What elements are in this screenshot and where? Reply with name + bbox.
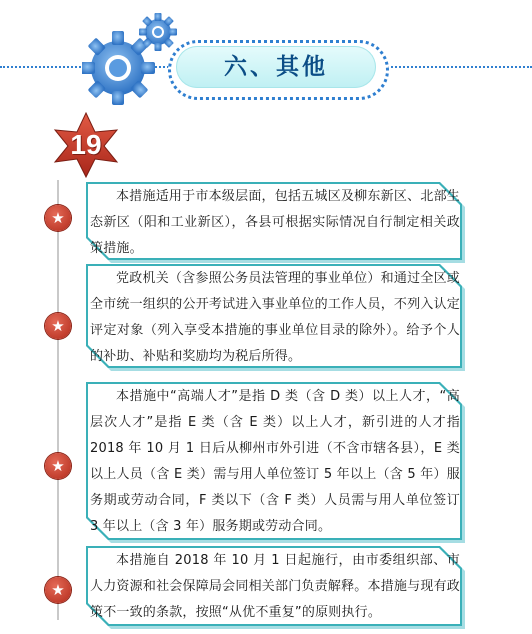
timeline-line	[57, 180, 59, 620]
item-number: 19	[70, 129, 102, 160]
page-title: 六、其他	[176, 46, 376, 88]
star-marker-icon: ★	[45, 577, 71, 603]
star-marker-icon: ★	[45, 313, 71, 339]
star-marker-icon: ★	[45, 205, 71, 231]
item-text-1: 本措施适用于市本级层面，包括五城区及柳东新区、北部生态新区（阳和工业新区），各县可根据实际情况自行制定相关政策措施。	[90, 189, 460, 256]
item-text-4: 本措施自 2018 年 10 月 1 日起施行，由市委组织部、市人力资源和社会保障局会同相关部门负责解释。本措施与现有政策不一致的条款，按照“从优不重复”的原则执行。	[90, 553, 460, 620]
item-text-3: 本措施中“高端人才”是指 D 类（含 D 类）以上人才，“高层次人才”是指 E 类（含 E 类）以上人才，新引进的人才指 2018 年 10 月 1 日后从柳州市外引进（不含市辖各县），E 类以上人员（含 E 类）需与用人单位签订 5 年以上（含 5 年）服务期或劳动合同，F 类以下（含 F 类）人员需与用人单位签订 3 年以上（含 3 年）服务期或劳动合同。	[90, 389, 460, 534]
star-marker-icon: ★	[45, 453, 71, 479]
gears-icon	[82, 10, 182, 120]
item-text-2: 党政机关（含参照公务员法管理的事业单位）和通过全区或全市统一组织的公开考试进入事业单位的工作人员，不列入认定评定对象（列入享受本措施的事业单位目录的除外）。给予个人的补助、补贴和奖励均为税后所得。	[90, 271, 460, 364]
